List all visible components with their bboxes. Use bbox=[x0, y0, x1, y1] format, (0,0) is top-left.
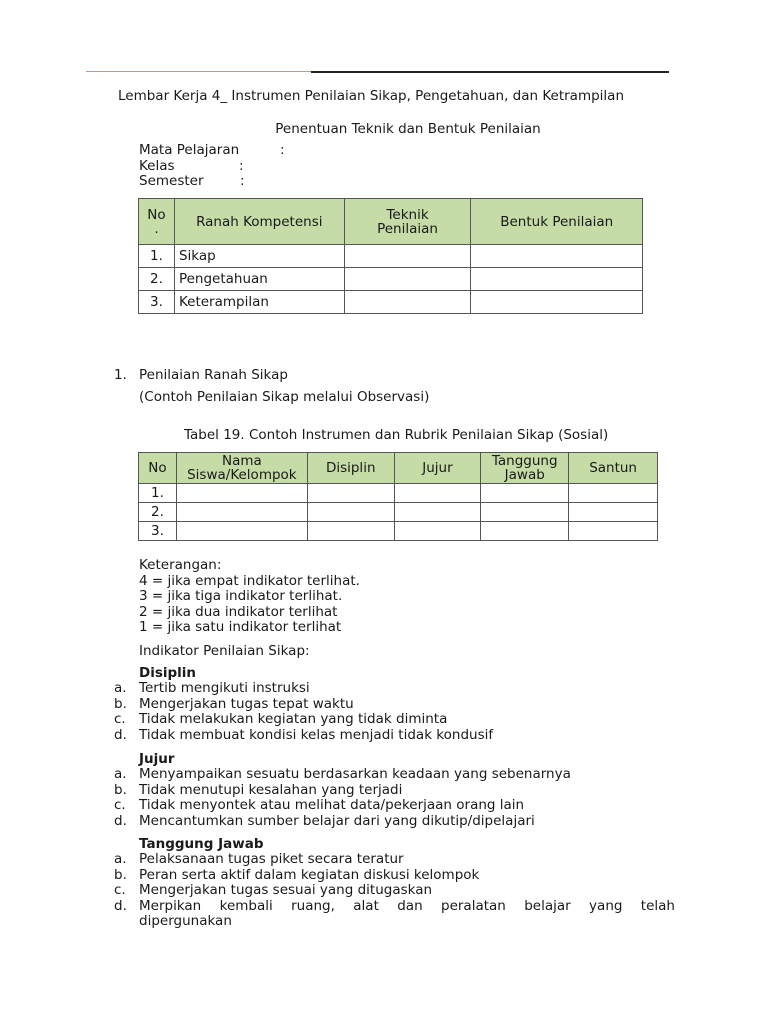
list-marker: c. bbox=[114, 711, 126, 727]
row-no: 3. bbox=[139, 522, 177, 541]
semester-label: Semester bbox=[139, 173, 204, 189]
row-cell bbox=[394, 503, 481, 522]
list-item bbox=[114, 697, 675, 713]
col-header-ranah: Ranah Kompetensi bbox=[174, 199, 344, 245]
attitude-table bbox=[138, 452, 658, 541]
keterangan-block bbox=[139, 558, 360, 636]
col-header-nama: Nama Siswa/Kelompok bbox=[176, 453, 307, 484]
kelas-label: Kelas bbox=[139, 157, 175, 174]
row-cell bbox=[176, 503, 307, 522]
col-header-no: No bbox=[139, 453, 177, 484]
list-item bbox=[114, 798, 675, 814]
row-no: 2. bbox=[139, 268, 175, 291]
col-header-no: No . bbox=[139, 199, 175, 245]
disiplin-heading: Disiplin bbox=[139, 665, 197, 681]
tanggung-jawab-heading: Tanggung Jawab bbox=[139, 836, 264, 852]
keterangan-item: 3 = jika tiga indikator terlihat. bbox=[139, 588, 343, 604]
list-item bbox=[114, 712, 675, 728]
jujur-list bbox=[114, 767, 675, 829]
row-teknik-cell bbox=[344, 268, 471, 291]
list-marker: a. bbox=[114, 680, 127, 696]
list-text: Menyampaikan sesuatu berdasarkan keadaan yang sebenarnya bbox=[139, 766, 571, 782]
row-teknik-cell bbox=[344, 245, 471, 268]
list-marker: d. bbox=[114, 726, 127, 743]
list-marker: b. bbox=[114, 695, 127, 712]
col-header-bentuk: Bentuk Penilaian bbox=[471, 199, 643, 245]
row-cell bbox=[176, 484, 307, 503]
row-cell bbox=[569, 503, 658, 522]
document-title: Lembar Kerja 4_ Instrumen Penilaian Sikap, Pengetahuan, dan Ketrampilan bbox=[118, 88, 624, 104]
table-row bbox=[139, 291, 643, 314]
keterangan-item: 4 = jika empat indikator terlihat. bbox=[139, 572, 360, 589]
list-item bbox=[114, 883, 675, 899]
row-cell bbox=[569, 522, 658, 541]
section-1-title: Penilaian Ranah Sikap bbox=[139, 367, 288, 383]
row-cell bbox=[481, 503, 569, 522]
keterangan-item: 2 = jika dua indikator terlihat bbox=[139, 603, 338, 620]
section-1-subtitle: (Contoh Penilaian Sikap melalui Observasi) bbox=[139, 389, 430, 405]
list-marker: d. bbox=[114, 812, 127, 829]
row-cell bbox=[307, 522, 394, 541]
row-cell bbox=[307, 484, 394, 503]
list-text: Mencantumkan sumber belajar dari yang dikutip/dipelajari bbox=[139, 812, 535, 829]
row-bentuk-cell bbox=[471, 291, 643, 314]
list-marker: c. bbox=[114, 882, 126, 898]
list-text: dipergunakan bbox=[139, 913, 232, 929]
list-item bbox=[114, 852, 675, 868]
table-row bbox=[139, 522, 658, 541]
col-header-teknik: Teknik Penilaian bbox=[344, 199, 471, 245]
header-rule-accent bbox=[86, 71, 311, 72]
disiplin-list bbox=[114, 681, 675, 743]
list-text: Pelaksanaan tugas piket secara teratur bbox=[139, 851, 404, 867]
keterangan-label: Keterangan: bbox=[139, 557, 222, 573]
col-header-tanggung-jawab: Tanggung Jawab bbox=[481, 453, 569, 484]
list-item bbox=[114, 899, 675, 915]
keterangan-item: 1 = jika satu indikator terlihat bbox=[139, 619, 342, 635]
table-caption: Tabel 19. Contoh Instrumen dan Rubrik Penilaian Sikap (Sosial) bbox=[184, 427, 609, 443]
row-ranah: Keterampilan bbox=[174, 291, 344, 314]
list-marker: d. bbox=[114, 897, 127, 914]
competency-table bbox=[138, 198, 643, 314]
col-header-santun: Santun bbox=[569, 453, 658, 484]
table-row bbox=[139, 268, 643, 291]
table-row bbox=[139, 503, 658, 522]
list-item bbox=[114, 681, 675, 697]
col-header-disiplin: Disiplin bbox=[307, 453, 394, 484]
row-cell bbox=[569, 484, 658, 503]
row-no: 3. bbox=[139, 291, 175, 314]
table-row bbox=[139, 245, 643, 268]
row-cell bbox=[481, 522, 569, 541]
list-text: Tidak menyontek atau melihat data/pekerjaan orang lain bbox=[139, 797, 525, 813]
list-text: Peran serta aktif dalam kegiatan diskusi kelompok bbox=[139, 866, 480, 883]
row-no: 2. bbox=[139, 503, 177, 522]
section-subtitle: Penentuan Teknik dan Bentuk Penilaian bbox=[275, 121, 541, 137]
list-item-continuation bbox=[114, 914, 675, 930]
row-no: 1. bbox=[139, 484, 177, 503]
section-1-number: 1. bbox=[114, 367, 127, 383]
row-no: 1. bbox=[139, 245, 175, 268]
table-row bbox=[139, 484, 658, 503]
mata-pelajaran-label: Mata Pelajaran bbox=[139, 142, 240, 158]
list-marker: a. bbox=[114, 851, 127, 867]
jujur-heading: Jujur bbox=[139, 751, 175, 767]
list-marker: b. bbox=[114, 781, 127, 798]
list-text: Tidak melakukan kegiatan yang tidak diminta bbox=[139, 711, 448, 727]
row-cell bbox=[481, 484, 569, 503]
colon: : bbox=[239, 157, 244, 174]
list-item bbox=[114, 868, 675, 884]
row-bentuk-cell bbox=[471, 245, 643, 268]
list-item bbox=[114, 767, 675, 783]
row-cell bbox=[307, 503, 394, 522]
tanggung-jawab-list bbox=[114, 852, 675, 930]
row-cell bbox=[176, 522, 307, 541]
colon: : bbox=[280, 142, 285, 158]
list-text: Mengerjakan tugas tepat waktu bbox=[139, 695, 354, 712]
col-header-jujur: Jujur bbox=[394, 453, 481, 484]
row-ranah: Sikap bbox=[174, 245, 344, 268]
row-ranah: Pengetahuan bbox=[174, 268, 344, 291]
row-bentuk-cell bbox=[471, 268, 643, 291]
list-item bbox=[114, 814, 675, 830]
indikator-label: Indikator Penilaian Sikap: bbox=[139, 643, 310, 659]
list-text: Tidak menutupi kesalahan yang terjadi bbox=[139, 781, 403, 798]
list-marker: a. bbox=[114, 766, 127, 782]
row-cell bbox=[394, 484, 481, 503]
list-text: Tertib mengikuti instruksi bbox=[139, 680, 310, 696]
list-item bbox=[114, 783, 675, 799]
row-cell bbox=[394, 522, 481, 541]
list-text: Mengerjakan tugas sesuai yang ditugaskan bbox=[139, 882, 433, 898]
list-text: Tidak membuat kondisi kelas menjadi tidak kondusif bbox=[139, 726, 494, 743]
list-item bbox=[114, 728, 675, 744]
header-rule bbox=[311, 71, 669, 73]
list-marker: c. bbox=[114, 797, 126, 813]
list-text: Merpikan kembali ruang, alat dan peralatan belajar yang telah bbox=[139, 897, 675, 914]
list-marker: b. bbox=[114, 866, 127, 883]
info-block bbox=[139, 143, 285, 190]
row-teknik-cell bbox=[344, 291, 471, 314]
colon: : bbox=[240, 173, 245, 189]
